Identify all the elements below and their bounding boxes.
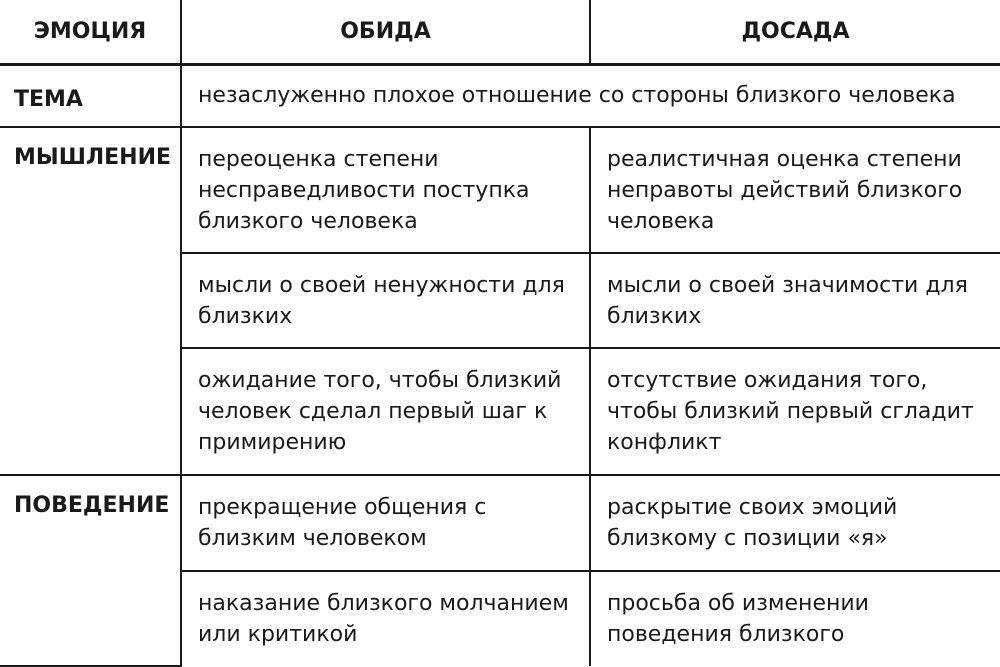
thinking-obida-3: ожидание того, чтобы близкий человек сделал первый шаг к примирению xyxy=(181,348,590,475)
thinking-row-1 xyxy=(0,127,1000,253)
behavior-label: ПОВЕДЕНИЕ xyxy=(0,475,181,666)
header-row xyxy=(0,0,1000,64)
behavior-dosada-2: просьба об изменении поведения близкого xyxy=(590,571,1000,666)
header-emotion: ЭМОЦИЯ xyxy=(0,0,181,64)
thinking-dosada-2: мысли о своей значимости для близких xyxy=(590,253,1000,348)
theme-label: ТЕМА xyxy=(0,64,181,127)
behavior-row-1 xyxy=(0,475,1000,571)
thinking-dosada-3: отсутствие ожидания того, чтобы близкий первый сгладит конфликт xyxy=(590,348,1000,475)
behavior-obida-1: прекращение общения с близким человеком xyxy=(181,475,590,571)
thinking-dosada-1: реалистичная оценка степени неправоты действий близкого человека xyxy=(590,127,1000,253)
thinking-obida-1: переоценка степени несправедливости поступка близкого человека xyxy=(181,127,590,253)
header-obida: ОБИДА xyxy=(181,0,590,64)
thinking-obida-2: мысли о своей ненужности для близких xyxy=(181,253,590,348)
thinking-label: МЫШЛЕНИЕ xyxy=(0,127,181,475)
behavior-dosada-1: раскрытие своих эмоций близкому с позиции «я» xyxy=(590,475,1000,571)
theme-row xyxy=(0,64,1000,127)
theme-text: незаслуженно плохое отношение со стороны близкого человека xyxy=(181,64,1000,127)
behavior-obida-2: наказание близкого молчанием или критикой xyxy=(181,571,590,666)
header-dosada: ДОСАДА xyxy=(590,0,1000,64)
